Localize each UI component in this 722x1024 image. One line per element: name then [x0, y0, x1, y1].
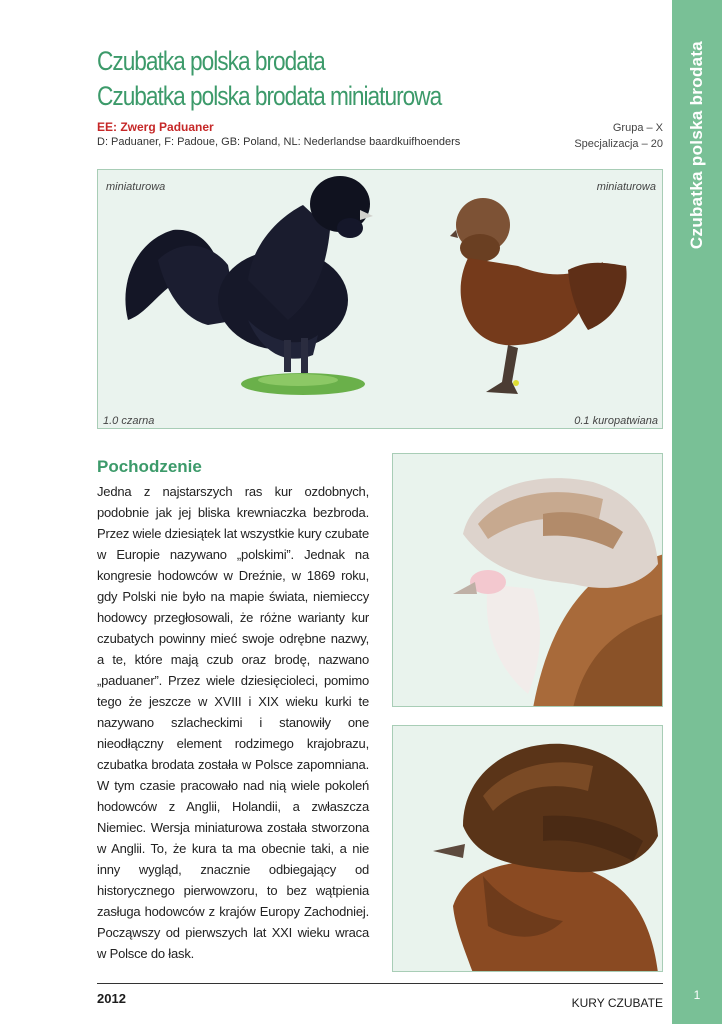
partridge-hen-image — [450, 198, 627, 394]
page-title — [97, 44, 441, 114]
specialization-label: Specjalizacja – 20 — [574, 138, 663, 150]
side-title — [672, 0, 722, 290]
page-number: 1 — [693, 988, 701, 1002]
left-caption: 1.0 czarna — [103, 415, 155, 427]
breed-photos — [98, 170, 663, 429]
section-heading: Pochodzenie — [97, 457, 202, 476]
footer-rule — [97, 983, 663, 984]
black-rooster-image — [125, 176, 373, 395]
foreign-names: D: Paduaner, F: Padoue, GB: Poland, NL: Nederlandse baardkuifhoenders — [97, 136, 461, 148]
head-photo-partridge — [392, 725, 663, 972]
footer-section: KURY CZUBATE — [571, 996, 663, 1010]
side-title-text: Czubatka polska brodata — [687, 40, 706, 250]
partridge-head-image — [393, 726, 663, 972]
breed-photo-panel — [97, 169, 663, 429]
section-body: Jedna z najstarszych ras kur ozdobnych, podobnie jak jej bliska krewniaczka bezbroda. Przez wiele dziesiątek lat wszystkie kury czubate w Europie nazywano „polskimi”. Jednak na kongresie hodowców w Dreźnie, w 1869 roku, gdy Polski nie było na mapie świata, niemieccy hodowcy przegłosowali, że różne warianty kur czubatych powinny mieć swoje odrębne nazwy, a te, które mają czub oraz brodę, nazwano „paduaner”. Przez wiele dziesięcioleci, pomimo tego że jeszcze w XVIII i XIX wieku kurki te nazywano szlacheckimi i stanowiły one nieodłączny element rodzimego krajobrazu, czubatka brodata została w Polsce zapomniana. W tym czasie pracowało nad nią wiele pokoleń hodowców z Anglii, Holandii, a zwłaszcza Niemiec. Wersja miniaturowa została stworzona w Anglii. To, że kura ta ma obecnie taki, a nie inny wygląd, znacznie odbiegający od historycznego pierwowzoru, to bez wątpienia zasługa hodowców z krajów Europy Zachodniej. Począwszy od pierwszych lat XXI wieku wraca w Polsce do łask. — [97, 484, 369, 961]
group-label: Grupa – X — [612, 122, 663, 134]
right-caption: 0.1 kuropatwiana — [574, 415, 658, 427]
left-label-top: miniaturowa — [106, 181, 166, 193]
footer-year: 2012 — [97, 991, 126, 1006]
white-crested-head-image — [393, 454, 663, 707]
title-line-2: Czubatka polska brodata miniaturowa — [97, 81, 442, 111]
ee-name: EE: Zwerg Paduaner — [97, 120, 214, 134]
group-info — [574, 120, 663, 152]
title-line-1: Czubatka polska brodata — [97, 46, 325, 76]
right-label-top: miniaturowa — [596, 181, 656, 193]
head-photo-white-crest — [392, 453, 663, 707]
